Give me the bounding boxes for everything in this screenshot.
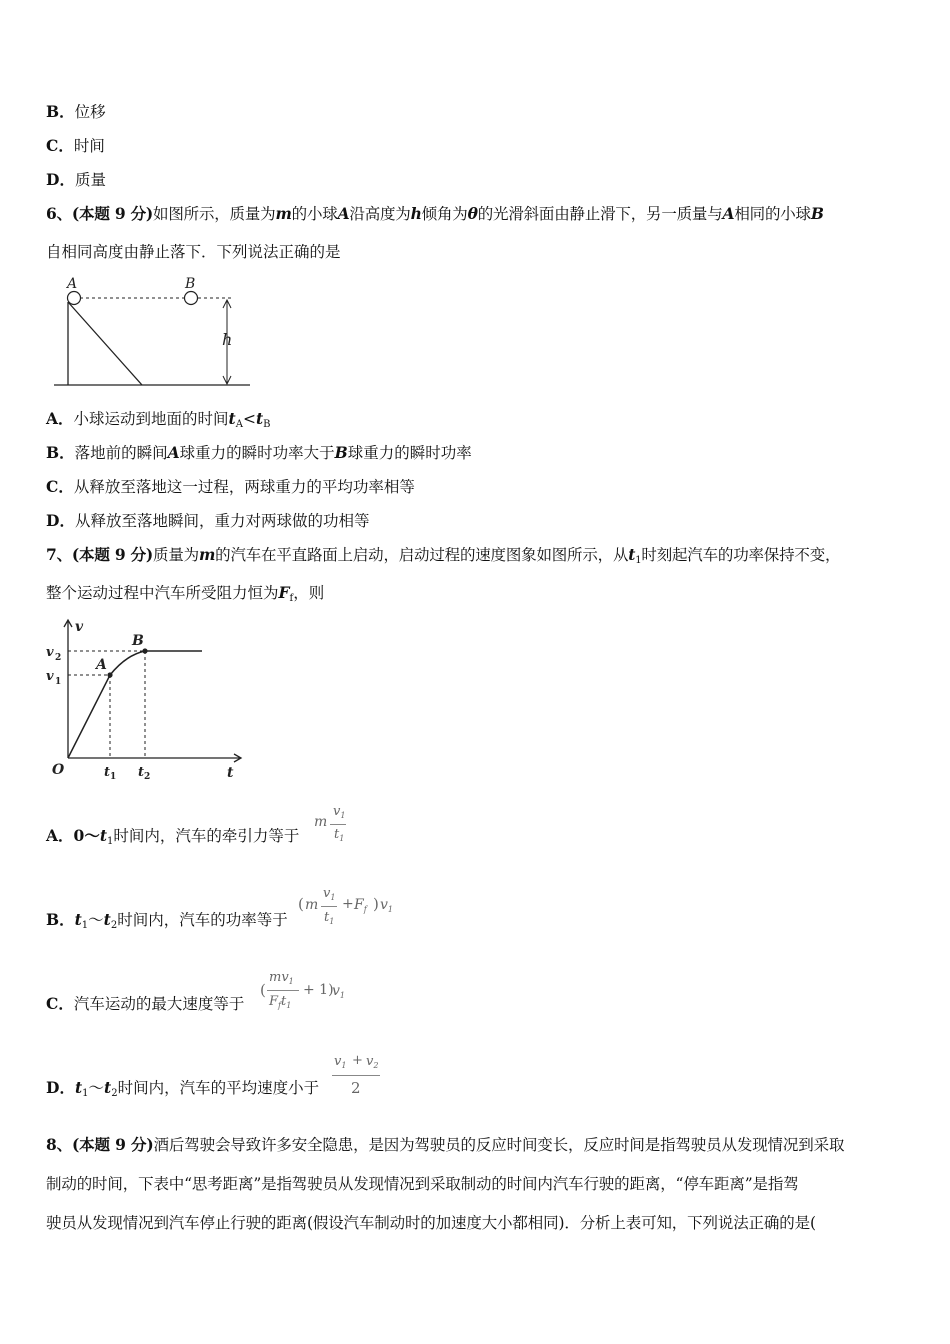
option-b-prev: B．位移 (46, 102, 106, 121)
t2-sub: 2 (144, 772, 151, 782)
q7-option-a: A．$0\sim t_1$时间内，汽车的牵引力等于 (46, 826, 300, 847)
point-b (142, 648, 147, 653)
t1-label: t (104, 765, 111, 780)
option-d-prev: D．质量 (46, 170, 106, 189)
v1-sub: 1 (55, 677, 62, 687)
q6-stem-line2: 自相同高度由静止落下．下列说法正确的是 (46, 243, 341, 261)
v2-label: v (46, 645, 54, 660)
q7-option-d: D．$t_1\sim t_2$时间内，汽车的平均速度小于 (46, 1078, 320, 1099)
option-c-prev: C．时间 (46, 136, 105, 155)
v1-label: v (46, 669, 54, 684)
label-b: B (185, 276, 196, 292)
q7-vt-graph (40, 615, 250, 785)
q7-option-a-formula: m $v_1$ $t_1$ (314, 804, 346, 843)
q8-stem-line3: 驶员从发现情况到汽车停止行驶的距离(假设汽车制动时的加速度大小都相同)．分析上表可知，下列说法正确的是( (46, 1214, 816, 1232)
t1-sub: 1 (110, 772, 117, 782)
label-a: A (67, 276, 78, 292)
label-h: h (222, 330, 233, 349)
origin-label: O (52, 762, 65, 778)
point-a (107, 672, 112, 677)
q6-option-c: C．从释放至落地这一过程，两球重力的平均功率相等 (46, 477, 415, 496)
t2-label: t (138, 765, 145, 780)
q7-option-c: C．汽车运动的最大速度等于 (46, 994, 245, 1013)
label-b: B (132, 633, 144, 649)
q7-option-b-formula: ( m $v_1$ $t_1$ + $F_f$ ) $v_1$ (298, 886, 394, 926)
q7-stem-line2: 整个运动过程中汽车所受阻力恒为$F_f$，则 (46, 583, 325, 604)
q6-option-d: D．从释放至落地瞬间，重力对两球做的功相等 (46, 511, 370, 530)
q6-figure (50, 272, 255, 390)
q8-stem-line1: 8、(本题 9 分)酒后驾驶会导致许多安全隐患，是因为驾驶员的反应时间变长，反应时间是指驾驶员从发现情况到采取 (46, 1135, 845, 1154)
axis-v-label: v (75, 619, 84, 635)
q6-option-a: A．小球运动到地面的时间$t_A<t_B$ (46, 409, 271, 430)
v2-sub: 2 (55, 653, 62, 663)
ball-b (185, 292, 198, 305)
q7-option-c-formula: ( $mv_1$ $F_ft_1$ + 1) $v_1$ (260, 970, 346, 1010)
label-a: A (96, 657, 107, 673)
q8-stem-line2: 制动的时间，下表中“思考距离”是指驾驶员从发现情况到采取制动的时间内汽车行驶的距离，“停车距离”是指驾 (46, 1175, 799, 1193)
q7-option-b: B．$t_1\sim t_2$时间内，汽车的功率等于 (46, 910, 288, 931)
q7-option-d-formula: $v_1$ + $v_2$ 2 (334, 1053, 379, 1097)
q7-stem-line1: 7、(本题 9 分)质量为m的汽车在平直路面上启动，启动过程的速度图象如图所示，从$t_1$时刻起汽车的功率保持不变， (46, 545, 841, 566)
q6-stem-line1: 6、(本题 9 分)如图所示，质量为m的小球A沿高度为h倾角为θ的光滑斜面由静止滑下，另一质量与A相同的小球B (46, 204, 824, 223)
ball-a (68, 292, 81, 305)
axis-t-label: t (227, 765, 234, 781)
q6-option-b: B．落地前的瞬间A球重力的瞬时功率大于B球重力的瞬时功率 (46, 443, 472, 462)
